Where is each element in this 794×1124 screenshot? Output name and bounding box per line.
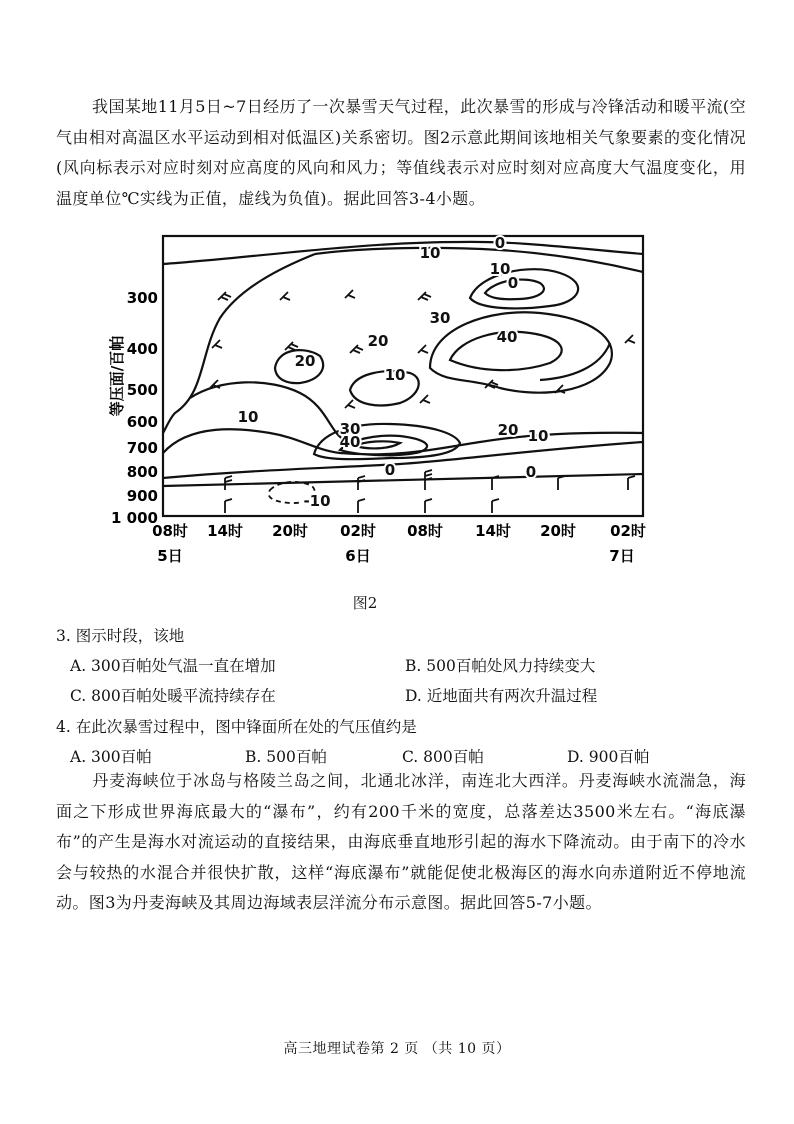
day-label: 6日 <box>345 547 371 565</box>
day-label: 5日 <box>157 547 183 565</box>
question-4-option-b: B. 500百帕 <box>245 748 327 766</box>
x-tick: 02时 <box>610 522 646 540</box>
x-tick: 14时 <box>475 522 511 540</box>
contour-label: 0 <box>507 274 519 292</box>
y-tick: 900 <box>126 487 158 505</box>
question-4-option-d: D. 900百帕 <box>567 748 650 766</box>
contour-label: 30 <box>339 420 361 438</box>
question-3-stem: 3. 图示时段，该地 <box>56 627 185 645</box>
contour-label: 20 <box>497 421 519 439</box>
question-3-option-d: D. 近地面共有两次升温过程 <box>405 687 598 705</box>
contour-label: 20 <box>367 332 389 350</box>
contour-label: 0 <box>384 461 396 479</box>
question-3-option-b: B. 500百帕处风力持续变大 <box>405 657 596 675</box>
intro-paragraph-1: 我国某地11月5日~7日经历了一次暴雪天气过程，此次暴雪的形成与冷锋活动和暖平流(空气由相对高温区水平运动到相对低温区)关系密切。图2示意此期间该地相关气象要素的变化情况(风向标表示对应时刻对应高度的风向和风力；等值线表示对应时刻对应高度大气温度变化，用温度单位℃实线为正值，虚线为负值)。据此回答3-4小题。 <box>56 97 746 208</box>
question-3-option-a: A. 300百帕处气温一直在增加 <box>70 657 276 675</box>
x-tick: 14时 <box>207 522 243 540</box>
x-tick: 08时 <box>152 522 188 540</box>
question-3-option-c: C. 800百帕处暖平流持续存在 <box>70 687 276 705</box>
x-tick: 02时 <box>340 522 376 540</box>
intro-paragraph-2: 丹麦海峡位于冰岛与格陵兰岛之间，北通北冰洋，南连北大西洋。丹麦海峡水流湍急，海面之下形成世界海底最大的“瀑布”，约有200千米的宽度，总落差达3500米左右。“海底瀑布”的产生是海水对流运动的直接结果，由海底垂直地形引起的海水下降流动。由于南下的冷水会与较热的水混合并很快扩散，这样“海底瀑布”就能促使北极海区的海水向赤道附近不停地流动。图3为丹麦海峡及其周边海域表层洋流分布示意图。据此回答5-7小题。 <box>56 771 746 912</box>
figure-caption: 图2 <box>352 594 378 612</box>
contour-label: 30 <box>429 309 451 327</box>
y-tick: 300 <box>126 289 158 307</box>
question-4-stem: 4. 在此次暴雪过程中，图中锋面所在处的气压值约是 <box>56 718 417 736</box>
y-tick: 800 <box>126 463 158 481</box>
figure-2-chart <box>100 228 660 580</box>
y-tick: 600 <box>126 413 158 431</box>
contour-label: 10 <box>419 244 441 262</box>
day-label: 7日 <box>609 547 635 565</box>
page-footer: 高三地理试卷第 2 页 （共 10 页） <box>283 1041 511 1057</box>
contour-label: 20 <box>294 352 316 370</box>
x-tick: 08时 <box>407 522 443 540</box>
y-tick: 1 000 <box>111 509 158 527</box>
x-tick: 20时 <box>540 522 576 540</box>
question-4-option-c: C. 800百帕 <box>402 748 484 766</box>
contour-label: 0 <box>525 463 537 481</box>
contour-label: 40 <box>339 433 361 451</box>
contour-label: 10 <box>384 366 406 384</box>
y-tick: 400 <box>126 340 158 358</box>
question-4-option-a: A. 300百帕 <box>70 748 152 766</box>
contour-label: 0 <box>494 234 506 252</box>
contour-label: 40 <box>496 328 518 346</box>
contour-label: 10 <box>237 408 259 426</box>
y-axis-label: 等压面/百帕 <box>108 335 126 417</box>
y-tick: 500 <box>126 381 158 399</box>
contour-label: -10 <box>303 492 331 510</box>
contour-label: 10 <box>527 427 549 445</box>
isotherm-lines <box>163 242 643 486</box>
y-tick: 700 <box>126 439 158 457</box>
x-tick: 20时 <box>272 522 308 540</box>
contour-label: 10 <box>489 260 511 278</box>
